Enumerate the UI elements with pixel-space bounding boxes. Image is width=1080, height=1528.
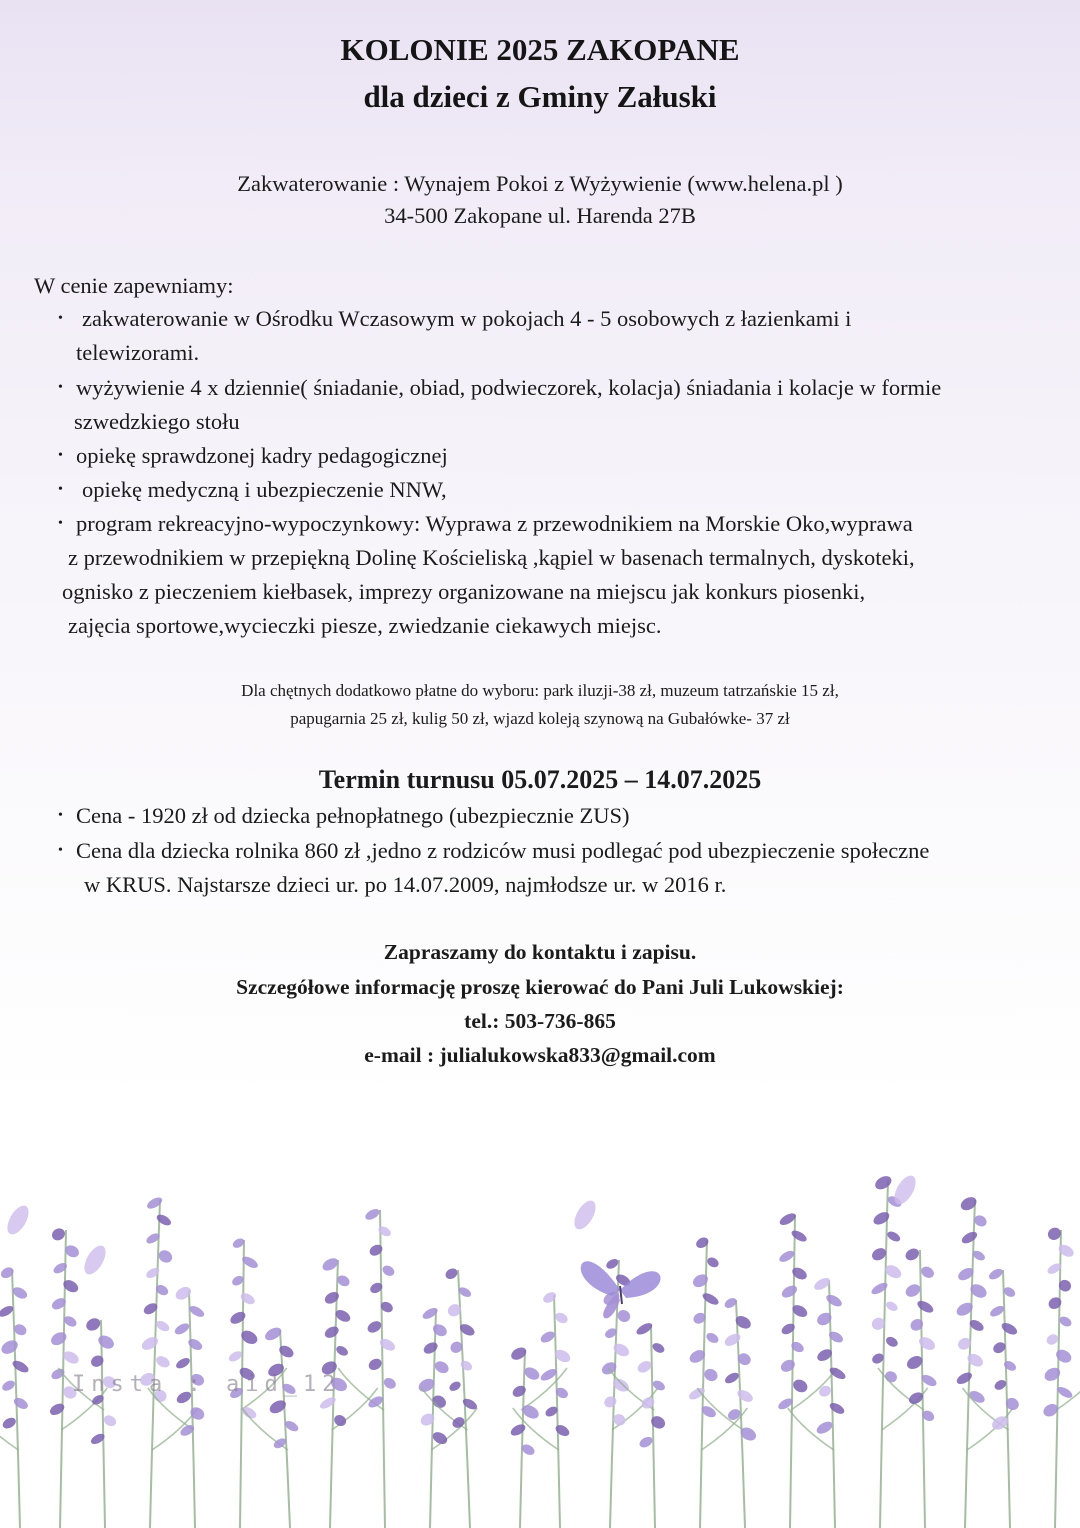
lavender-leaf — [431, 1408, 477, 1450]
lavender-bud — [173, 1321, 191, 1336]
lavender-bud — [539, 1329, 557, 1345]
lavender-bud — [11, 1358, 31, 1374]
lavender-illustration — [0, 1120, 1080, 1528]
lavender-bud — [1057, 1242, 1076, 1259]
lavender-bud — [602, 1394, 618, 1409]
title-line-2: dla dzieci z Gminy Załuski — [363, 79, 717, 114]
list-item-line: program rekreacyjno-wypoczynkowy: Wyprawa z przewodnikiem na Morskie Oko,wyprawa — [76, 511, 913, 536]
lavender-bud — [884, 1335, 899, 1349]
lavender-bud — [554, 1423, 572, 1439]
list-item-line: telewizorami. — [76, 340, 200, 365]
lavender-bud — [89, 1353, 106, 1369]
lavender-bud — [48, 1401, 66, 1417]
title-line-1: KOLONIE 2025 ZAKOPANE — [340, 32, 740, 67]
term-title: Termin turnusu 05.07.2025 – 14.07.2025 — [318, 765, 762, 794]
lavender-stem — [790, 1215, 795, 1528]
lavender-bud — [335, 1344, 350, 1358]
lavender-bud — [1, 1416, 18, 1431]
lavender-bud — [915, 1298, 935, 1315]
lavender-bud — [908, 1317, 925, 1333]
lavender-bud — [779, 1357, 797, 1374]
extras-line-1: Dla chętnych dodatkowo płatne do wyboru: park iluzji-38 zł, muzeum tatrzańskie 15 zł, — [241, 681, 839, 700]
lavender-bud — [228, 1309, 247, 1326]
falling-petal — [80, 1242, 110, 1278]
price-item-line: Cena - 1920 zł od dziecka pełnopłatnego (ubezpiecznie ZUS) — [76, 803, 630, 828]
lavender-bud — [0, 1378, 16, 1392]
lavender-leaf — [878, 1368, 924, 1410]
lavender-bud — [640, 1395, 657, 1411]
falling-petal — [3, 1202, 33, 1238]
lavender-bud — [366, 1319, 384, 1335]
bullet-icon: • — [58, 311, 63, 326]
price-item-line: Cena dla dziecka rolnika 860 zł ,jedno z rodziców musi podlegać pod ubezpieczenie społeczne — [76, 838, 930, 863]
lavender-bud — [815, 1419, 835, 1436]
lavender-bud — [318, 1395, 337, 1411]
lavender-bud — [723, 1371, 740, 1386]
butterfly-wing-right — [620, 1271, 661, 1298]
bullet-icon: • — [58, 808, 63, 823]
lavender-bud — [154, 1354, 172, 1370]
contact-info: Szczegółowe informację proszę kierować do Pani Juli Lukowskiej: — [236, 975, 844, 999]
list-item-line: szwedzkiego stołu — [74, 409, 240, 434]
bullet-icon: • — [58, 482, 63, 497]
lavender-bud — [12, 1396, 30, 1412]
lavender-bud — [828, 1401, 846, 1416]
lavender-bud — [987, 1267, 1004, 1282]
lavender-bud — [227, 1349, 244, 1363]
lavender-bud — [1000, 1321, 1019, 1337]
lavender-bud — [444, 1266, 460, 1281]
lavender-bud — [378, 1336, 397, 1353]
bullet-icon: • — [58, 843, 63, 858]
lavender-bud — [817, 1384, 833, 1399]
lavender-bud — [541, 1290, 558, 1305]
lavender-bud — [705, 1331, 721, 1345]
lavender-bud — [332, 1413, 348, 1428]
lavender-bud — [919, 1264, 936, 1280]
list-item-line: opiekę medyczną i ubezpieczenie NNW, — [82, 477, 447, 502]
accommodation-line-2: 34-500 Zakopane ul. Harenda 27B — [384, 203, 696, 228]
lavender-bud — [965, 1351, 985, 1369]
lavender-bud — [377, 1224, 393, 1238]
lavender-bud — [694, 1235, 710, 1250]
lavender-bud — [1054, 1347, 1074, 1365]
accommodation-line-1: Zakwaterowanie : Wynajem Pokoi z Wyżywienie (www.helena.pl ) — [237, 171, 843, 196]
lavender-bud — [958, 1194, 978, 1213]
lavender-bud — [638, 1435, 655, 1450]
lavender-bud — [145, 1195, 164, 1211]
bullet-icon: • — [58, 380, 63, 395]
lavender-bud — [886, 1229, 902, 1243]
lavender-bud — [49, 1330, 69, 1348]
lavender-bud — [611, 1341, 631, 1359]
lavender-bud — [702, 1367, 720, 1384]
list-item-line: wyżywienie 4 x dziennie( śniadanie, obiad, podwieczorek, kolacja) śniadania i kolacje w formie — [76, 375, 942, 400]
lavender-bud — [367, 1356, 384, 1372]
bullet-icon: • — [58, 516, 63, 531]
lavender-bud — [691, 1272, 711, 1290]
lavender-bud — [509, 1422, 527, 1438]
falling-petal — [570, 1197, 600, 1233]
lavender-bud — [873, 1173, 894, 1192]
lavender-stem — [920, 1250, 925, 1528]
lavender-bud — [870, 1281, 890, 1297]
contact-invite: Zapraszamy do kontaktu i zapisu. — [383, 940, 697, 964]
lavender-bud — [102, 1413, 118, 1428]
lavender-bud — [422, 1340, 440, 1356]
lavender-bud — [791, 1377, 810, 1395]
lavender-bud — [382, 1376, 398, 1391]
lavender-bud — [955, 1370, 974, 1386]
lavender-bud — [277, 1343, 295, 1360]
lavender-bud — [780, 1283, 799, 1300]
extras-line-2: papugarnia 25 zł, kulig 50 zł, wjazd koleją szynową na Gubałówke- 37 zł — [290, 709, 790, 728]
lavender-leaf — [0, 1408, 18, 1450]
lavender-bud — [511, 1383, 528, 1399]
lavender-bud — [140, 1334, 160, 1352]
lavender-bud — [701, 1291, 721, 1307]
watermark: Insta : aid_12 — [72, 1372, 342, 1397]
lavender-stem — [520, 1350, 525, 1528]
lavender-bud — [459, 1359, 474, 1373]
lavender-bud — [651, 1341, 666, 1355]
lavender-bud — [824, 1292, 843, 1308]
lavender-bud — [368, 1242, 385, 1257]
lavender-bud — [363, 1207, 381, 1222]
lavender-bud — [188, 1405, 206, 1422]
lavender-bud — [790, 1228, 809, 1243]
list-item-line: zajęcia sportowe,wycieczki piesze, zwiedzanie ciekawych miejsc. — [68, 613, 662, 638]
lavender-bud — [239, 1291, 257, 1307]
contact-email: e-mail : julialukowska833@gmail.com — [364, 1043, 716, 1067]
lavender-bud — [431, 1322, 449, 1339]
lavender-bud — [84, 1316, 103, 1333]
lavender-bud — [903, 1246, 921, 1263]
lavender-bud — [433, 1359, 451, 1376]
lavender-bud — [323, 1290, 341, 1306]
lavender-bud — [1046, 1295, 1063, 1311]
bullet-icon: • — [58, 448, 63, 463]
lavender-bud — [651, 1379, 666, 1393]
lavender-bud — [960, 1230, 979, 1246]
list-item-line: ognisko z pieczeniem kiełbasek, imprezy organizowane na miejscu jak konkurs piosenki, — [62, 579, 866, 604]
lavender-bud — [381, 1264, 397, 1278]
lavender-bud — [871, 1210, 891, 1228]
lavender-stem — [380, 1210, 385, 1528]
lavender-bud — [1042, 1365, 1062, 1384]
contact-phone: tel.: 503-736-865 — [464, 1009, 616, 1033]
lavender-bud — [706, 1256, 721, 1270]
lavender-bud — [1002, 1359, 1017, 1373]
lavender-bud — [884, 1300, 899, 1313]
lavender-bud — [155, 1212, 173, 1227]
list-item-line: z przewodnikiem w przepiękną Dolinę Kościeliską ,kąpiel w basenach termalnych, dyskoteki, — [68, 545, 915, 570]
price-item-line: w KRUS. Najstarsze dzieci ur. po 14.07.2009, najmłodsze ur. w 2016 r. — [84, 872, 727, 897]
lavender-bud — [0, 1338, 20, 1357]
lavender-bud — [323, 1324, 341, 1340]
price-includes-heading: W cenie zapewniamy: — [34, 273, 234, 298]
lavender-bud — [174, 1356, 191, 1371]
lavender-bud — [96, 1333, 116, 1351]
lavender-bud — [917, 1334, 937, 1352]
lavender-stem — [101, 1320, 105, 1528]
lavender-bud — [790, 1265, 809, 1282]
lavender-stem — [60, 1230, 66, 1528]
lavender-bud — [723, 1331, 743, 1348]
lavender-bud — [735, 1388, 755, 1405]
lavender-bud — [50, 1226, 67, 1243]
lavender-bud — [649, 1414, 667, 1431]
lavender-bud — [448, 1380, 463, 1393]
list-item-line: opiekę sprawdzonej kadry pedagogicznej — [76, 443, 448, 468]
list-item-line: zakwaterowanie w Ośrodku Wczasowym w pokojach 4 - 5 osobowych z łazienkami i — [82, 306, 852, 331]
lavender-bud — [186, 1337, 204, 1353]
